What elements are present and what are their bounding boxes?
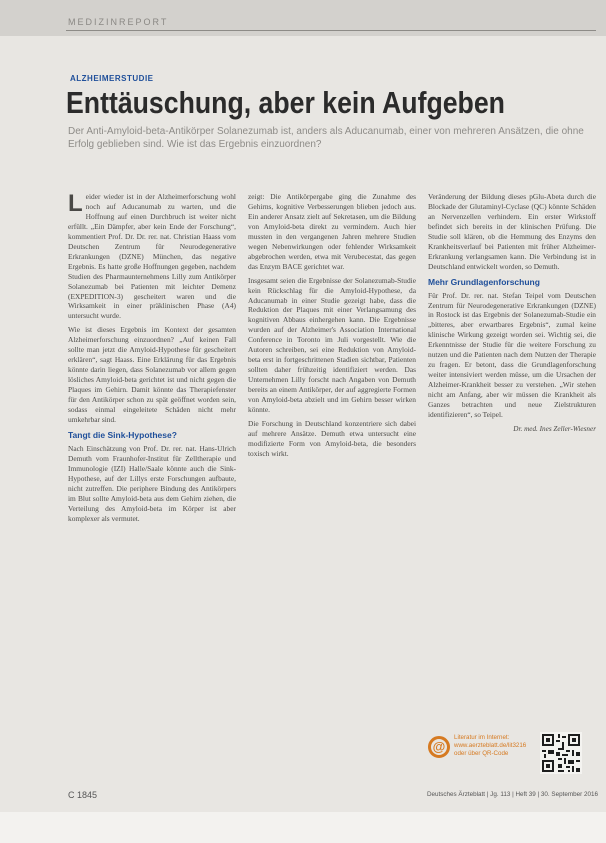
section-label: MEDIZINREPORT — [68, 17, 169, 27]
literature-promo — [428, 732, 598, 774]
paragraph: Wie ist dieses Ergebnis im Kontext der gesamten Alzheimerforschung einzuordnen? „Auf keinen Fall sollte man jetzt die Amyloid-Hypothese für gescheitert erklären“, sagt Haass. Eine Erklärung für das Ergebnis könnte darin liegen, dass Solanezumab vor allem gegen lösliches Amyloid-beta gerichtet ist und nicht gegen die Plaques im Gehirn. Damit könnte das Therapiefenster für den Antikörper schon zu spät geöffnet worden sein, sodass einmal eingeleitete Schäden nicht mehr umkehrbar sind. — [68, 325, 236, 424]
dropcap: L — [68, 190, 83, 217]
paragraph: zeigt: Die Antikörpergabe ging die Zunahme des Gehirns, kognitive Verbesserungen blieben jedoch aus. Ein anderer Ansatz zielt auf Sekretasen, um die Bildung von Amyloid-beta direkt zu vermindern. Auch hier mussten in den vergangenen Jahren mehrere Studien wegen Nebenwirkungen oder fehlender Wirksamkeit abgebrochen werden, etwa mit Verubecestat, das gegen das Enzym BACE gerichtet war. — [248, 192, 416, 271]
article-deck: Der Anti-Amyloid-beta-Antikörper Solanezumab ist, anders als Aducanumab, einer von mehreren Ansätzen, die ohne Erfolg geblieben sind. Wie ist das Ergebnis einzuordnen? — [68, 126, 584, 150]
header-rule — [66, 30, 596, 31]
at-sign-icon: @ — [428, 736, 450, 758]
author-signature: Dr. med. Ines Zeller-Wiesner — [513, 424, 596, 433]
text-column-1 — [68, 192, 236, 524]
promo-text: Literatur im Internet: www.aerzteblatt.de/lit3216 oder über QR-Code — [454, 734, 527, 757]
paragraph: eider wieder ist in der Alzheimerforschung wohl noch auf Aducanumab zu warten, und die Hoffnung auf einen Durchbruch ist weiter nicht erfüllt. „Ein Dämpfer, aber kein Ende der Forschung“, kommentiert Prof. Dr. Dr. rer. nat. Christian Haass vom Deutschen Zentrum für Neurodegenerative Erkrankungen (DZNE) München, das negative Ergebnis. Es hatte große Hoffnungen gegeben, nachdem Studien des Pharmaunternehmens Lilly zum Antikörper Solanezumab bei Patienten mit leichter Demenz (EXPEDITION-3) gescheitert waren und die Wirksamkeit in einer präklinischen Phase (A4) untersucht wurde. — [68, 192, 236, 321]
paragraph: Die Forschung in Deutschland konzentriere sich dabei auf mehrere Ansätze. Demuth etwa untersucht eine modifizierte Form von Amyloid-beta, die besonders toxisch wirkt. — [248, 418, 416, 458]
page-number: C 1845 — [68, 790, 98, 800]
paragraph: Nach Einschätzung von Prof. Dr. rer. nat. Hans-Ulrich Demuth vom Fraunhofer-Institut für Zelltherapie und Immunologie (IZI) Halle/Saale könnte auch die Sink-Hypothese, auf der Lillys erste Forschungen aufbaute, nicht zutreffen. Die periphere Bindung des Antikörpers im Blut sollte Amyloid-beta aus dem Gehirn ziehen, die Verteilung des Amyloid-beta im Körper ist aber komplexer als vermutet. — [68, 443, 236, 523]
text-column-3 — [428, 192, 596, 435]
subheading: Mehr Grundlagenforschung — [428, 276, 540, 287]
paragraph: Für Prof. Dr. rer. nat. Stefan Teipel vom Deutschen Zentrum für Neurodegenerative Erkrankungen (DZNE) in Rostock ist das Ergebnis der Solanezumab-Studie ein „bitteres, aber erwartbares Ergebnis“, zumal keine klinische Wirkung gezeigt worden sei. Wichtig sei, die Erkenntnisse der Studie für die weitere Forschung zu nutzen und die Patienten nach dem Nutzen der Therapie zu fragen. Er betont, dass die Grundlagenforschung weiter intensiviert werden müsse, um die Ursachen der Alzheimer-Krankheit besser zu verstehen. „Wir stehen nicht am Anfang, aber wir müssen die Krankheit als Ganzes betrachten und neue Zielstrukturen identifizieren“, so Teipel. — [428, 290, 596, 420]
paragraph: Insgesamt seien die Ergebnisse der Solanezumab-Studie kein Rückschlag für die Amyloid-Hypothese, da Aducanumab in einer Studie gezeigt habe, dass die Reduktion der Plaques mit einer Verlangsamung des kognitiven Abbaus einhergehen kann. Die Ergebnisse wurden auf der Alzheimer's Association International Conference in Toronto im Juli vorgestellt. Wie die Autoren schreiben, sei eine Reduktion von Amyloid-beta erst in fortgeschrittenen Stadien sichtbar, Patienten sollten daher frühzeitig identifiziert werden. Das Unternehmen Lilly forscht nach Angaben von Demuth bereits an einem Antikörper, der auf aggregierte Formen von Amyloid-beta abzielt und im Gehirn besser wirken könnte. — [248, 275, 416, 415]
page-bottom-edge — [0, 812, 606, 843]
text-column-2 — [248, 192, 416, 459]
subheading: Tangt die Sink-Hypothese? — [68, 429, 177, 440]
article-headline: Enttäuschung, aber kein Aufgeben — [66, 85, 505, 120]
paragraph: Veränderung der Bildung dieses pGlu-Abeta durch die Blockade der Glutaminyl-Cyclase (QC) könnte Schäden an Nervenzellen verhindern. Ein erster Wirkstoff befindet sich bereits in der klinischen Prüfung. Die Studie soll klären, ob die Hemmung des Enzyms den Krankheitsverlauf bei Patienten mit früher Alzheimer-Erkrankung verlangsamen kann. Die Verbindung ist in Deutschland entwickelt worden, so Demuth. — [428, 192, 596, 271]
article-kicker: ALZHEIMERSTUDIE — [70, 74, 154, 83]
publication-info: Deutsches Ärzteblatt | Jg. 113 | Heft 39 | 30. September 2016 — [426, 791, 598, 798]
qr-code-icon[interactable] — [540, 732, 582, 774]
